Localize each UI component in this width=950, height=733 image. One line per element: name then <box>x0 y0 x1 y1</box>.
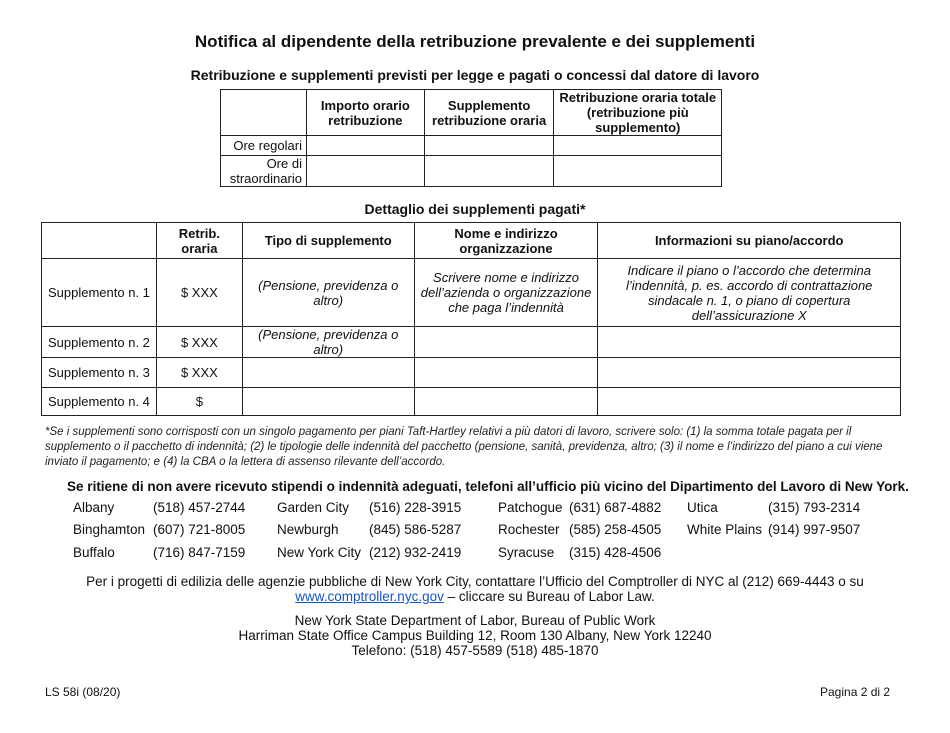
office-city: New York City <box>277 545 362 560</box>
row-label: Ore di straordinario <box>221 156 307 187</box>
overtime-rate-cell[interactable] <box>306 156 424 187</box>
org-cell[interactable] <box>414 327 598 358</box>
org-cell[interactable]: Scrivere nome e indirizzo dell’azienda o organizzazione che paga l’indennità <box>414 259 598 327</box>
wage-table <box>220 89 722 187</box>
office-phone[interactable]: (845) 586-5287 <box>369 522 462 537</box>
supplements-table <box>41 222 901 416</box>
address-line1: New York State Department of Labor, Bureau of Public Work <box>294 613 656 628</box>
table-row <box>42 327 901 358</box>
page-number: Pagina 2 di 2 <box>820 685 891 699</box>
office-phone[interactable]: (607) 721-8005 <box>153 522 246 537</box>
wage-header-rate: Importo orario retribuzione <box>306 90 424 136</box>
supp-header-type: Tipo di supplemento <box>242 223 414 259</box>
plan-cell[interactable] <box>598 327 901 358</box>
office-city: Garden City <box>277 500 350 515</box>
rate-cell[interactable]: $ XXX <box>156 358 242 388</box>
wage-section-title: Retribuzione e supplementi previsti per legge e pagati o concessi dal datore di lavoro <box>190 67 760 83</box>
address-line2: Harriman State Office Campus Building 12, Room 130 Albany, New York 12240 <box>238 628 712 643</box>
supplements-table-header <box>42 223 901 259</box>
overtime-total-cell[interactable] <box>554 156 722 187</box>
office-city: Newburgh <box>277 522 339 537</box>
row-label: Supplemento n. 4 <box>42 388 157 416</box>
regular-supplement-cell[interactable] <box>424 136 554 156</box>
wage-header-blank <box>221 90 307 136</box>
office-city: Utica <box>687 500 718 515</box>
office-city: Syracuse <box>498 545 555 560</box>
org-cell[interactable] <box>414 388 598 416</box>
office-city: Patchogue <box>498 500 563 515</box>
comptroller-link[interactable]: www.comptroller.nyc.gov <box>295 589 444 604</box>
supplements-section-title: Dettaglio dei supplementi pagati* <box>364 201 586 217</box>
supp-header-rate: Retrib. oraria <box>156 223 242 259</box>
table-row <box>42 358 901 388</box>
row-label: Supplemento n. 2 <box>42 327 157 358</box>
type-cell[interactable] <box>242 388 414 416</box>
office-phone[interactable]: (585) 258-4505 <box>569 522 662 537</box>
wage-header-supplement: Supplemento retribuzione oraria <box>424 90 554 136</box>
wage-table-header <box>221 90 722 136</box>
table-row <box>42 259 901 327</box>
office-phone[interactable]: (914) 997-9507 <box>768 522 861 537</box>
nyc-note-line2 <box>0 589 950 604</box>
row-label: Ore regolari <box>221 136 307 156</box>
form-id: LS 58i (08/20) <box>45 685 121 699</box>
plan-cell[interactable] <box>598 388 901 416</box>
table-row <box>221 136 722 156</box>
office-city: White Plains <box>687 522 763 537</box>
table-row <box>221 156 722 187</box>
office-city: Rochester <box>498 522 560 537</box>
plan-cell[interactable]: Indicare il piano o l’accordo che determina l’indennità, p. es. accordo di contrattazione sindacale n. 1, o piano di copertura dell’assicurazione X <box>598 259 901 327</box>
office-phone[interactable]: (315) 428-4506 <box>569 545 662 560</box>
footnote: *Se i supplementi sono corrisposti con un singolo pagamento per piani Taft-Hartley relativi a più datori di lavoro, scrivere solo: (1) la somma totale pagata per il supplemento o il pacchetto di indennità; (2) le tipologie delle indennità del pacchetto (pensione, sanità, previdenza, altro; (3) il nome e l’indirizzo del piano a cui viene inviato il pagamento; e (4) la CBA o la lettera di assenso rilevante dell’accordo. <box>45 426 883 468</box>
contact-heading: Se ritiene di non avere ricevuto stipendi o indennità adeguati, telefoni all’ufficio più vicino del Dipartimento del Lavoro di New York. <box>67 479 909 494</box>
office-phone[interactable]: (518) 457-2744 <box>153 500 246 515</box>
wage-header-total: Retribuzione oraria totale (retribuzione più supplemento) <box>554 90 722 136</box>
office-city: Albany <box>73 500 115 515</box>
office-phone[interactable]: (516) 228-3915 <box>369 500 462 515</box>
rate-cell[interactable]: $ XXX <box>156 327 242 358</box>
type-cell[interactable] <box>242 358 414 388</box>
regular-rate-cell[interactable] <box>306 136 424 156</box>
supp-header-org: Nome e indirizzo organizzazione <box>414 223 598 259</box>
plan-cell[interactable] <box>598 358 901 388</box>
office-phone[interactable]: (315) 793-2314 <box>768 500 861 515</box>
office-city: Buffalo <box>73 545 115 560</box>
table-row <box>42 388 901 416</box>
office-city: Binghamton <box>73 522 146 537</box>
overtime-supplement-cell[interactable] <box>424 156 554 187</box>
office-phone[interactable]: (212) 932-2419 <box>369 545 462 560</box>
rate-cell[interactable]: $ XXX <box>156 259 242 327</box>
regular-total-cell[interactable] <box>554 136 722 156</box>
row-label: Supplemento n. 3 <box>42 358 157 388</box>
rate-cell[interactable]: $ <box>156 388 242 416</box>
supp-header-blank <box>42 223 157 259</box>
nyc-note-line1: Per i progetti di edilizia delle agenzie pubbliche di New York City, contattare l’Ufficio del Comptroller di NYC al (212) 669-4443 o su <box>86 574 864 589</box>
office-phone[interactable]: (716) 847-7159 <box>153 545 246 560</box>
page-title: Notifica al dipendente della retribuzione prevalente e dei supplementi <box>194 32 756 51</box>
org-cell[interactable] <box>414 358 598 388</box>
address-line3: Telefono: (518) 457-5589 (518) 485-1870 <box>351 643 599 658</box>
office-phone[interactable]: (631) 687-4882 <box>569 500 662 515</box>
type-cell[interactable]: (Pensione, previdenza o altro) <box>242 327 414 358</box>
nyc-note-rest: – cliccare su Bureau of Labor Law. <box>443 589 655 604</box>
supp-header-plan: Informazioni su piano/accordo <box>598 223 901 259</box>
row-label: Supplemento n. 1 <box>42 259 157 327</box>
type-cell[interactable]: (Pensione, previdenza o altro) <box>242 259 414 327</box>
